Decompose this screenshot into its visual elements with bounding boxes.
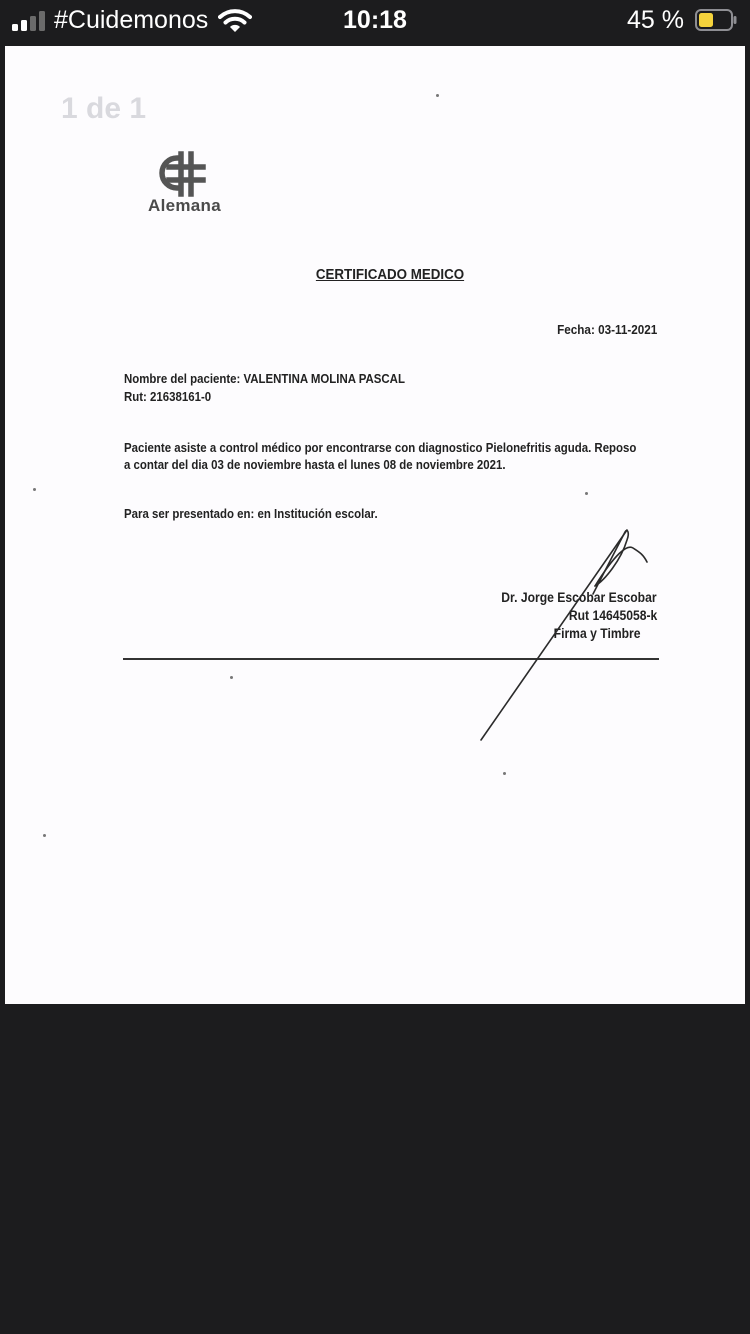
diagnosis-line-1: Paciente asiste a control médico por encontrarse con diagnostico Pielonefritis aguda. Reposo [124, 440, 637, 455]
status-bar [0, 0, 750, 44]
signature-label: Firma y Timbre [554, 626, 641, 641]
patient-rut-line: Rut: 21638161-0 [124, 389, 212, 404]
scan-speck [33, 488, 36, 491]
presented-to-line: Para ser presentado en: en Institución escolar. [124, 506, 378, 521]
diagnosis-line-2: a contar del dia 03 de noviembre hasta el lunes 08 de noviembre 2021. [124, 457, 506, 472]
document-page[interactable] [5, 46, 745, 1004]
doctor-rut: Rut 14645058-k [568, 608, 657, 623]
scan-speck [230, 676, 233, 679]
status-time: 10:18 [343, 6, 407, 34]
certificate-title: CERTIFICADO MEDICO [315, 267, 465, 283]
scan-speck [436, 94, 439, 97]
battery-percentage: 45 % [627, 6, 684, 34]
scan-speck [585, 492, 588, 495]
scan-speck [503, 772, 506, 775]
logo-brand-text: Alemana [148, 196, 221, 215]
page-indicator: 1 de 1 [61, 92, 147, 125]
clinica-alemana-logo-icon [143, 150, 243, 230]
certificate-date: Fecha: 03-11-2021 [556, 322, 657, 337]
carrier-name: #Cuidemonos [54, 6, 209, 34]
doctor-name: Dr. Jorge Escobar Escobar [501, 590, 657, 605]
patient-name-line: Nombre del paciente: VALENTINA MOLINA PASCAL [124, 371, 405, 386]
battery-icon [695, 9, 737, 31]
scan-speck [43, 834, 46, 837]
handwritten-signature [475, 524, 655, 744]
